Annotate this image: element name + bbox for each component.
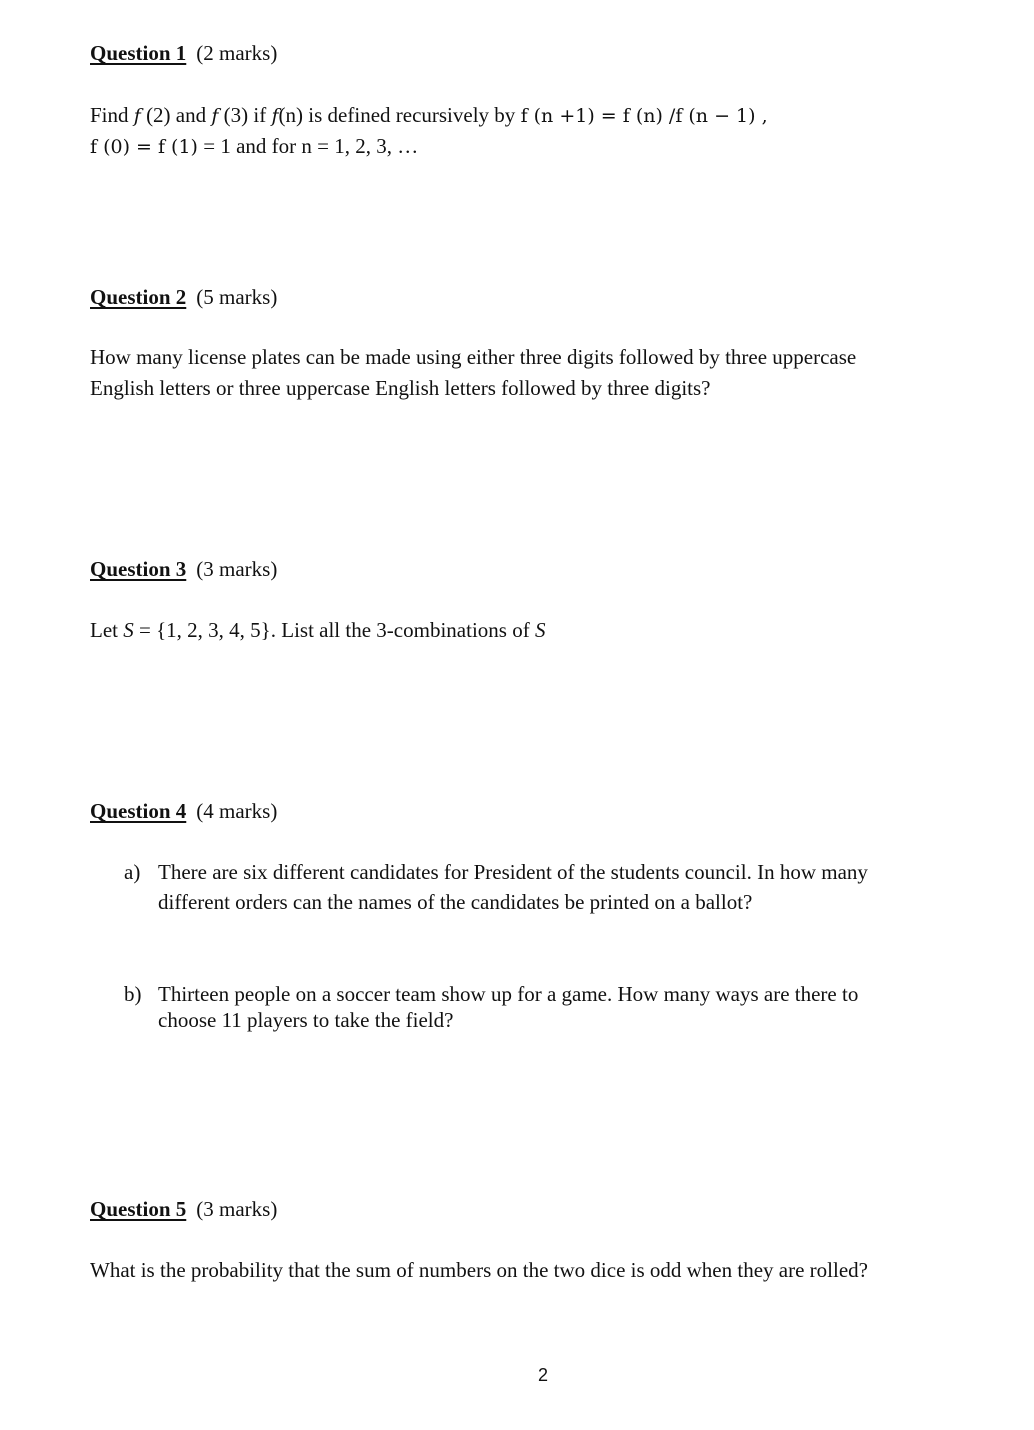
q1-math: f — [133, 105, 141, 127]
page-number: 2 — [538, 1365, 549, 1385]
question-3-line-1 — [90, 615, 545, 645]
question-1-header — [90, 38, 277, 68]
q1-text: (2) and — [140, 103, 212, 127]
q4b-line-1: Thirteen people on a soccer team show up for a game. How many ways are there to — [158, 982, 859, 1006]
question-3-header — [90, 554, 277, 584]
q3-text: = {1, 2, 3, 4, 5}. List all the 3-combinations of — [133, 618, 535, 642]
q4a-letter: a) — [124, 860, 141, 884]
question-2-marks: (5 marks) — [196, 285, 278, 309]
question-4-header — [90, 796, 277, 826]
question-5-line-1: What is the probability that the sum of numbers on the two dice is odd when they are rolled? — [90, 1258, 868, 1282]
q3-set-symbol: S — [123, 618, 134, 642]
q1-initial-conditions: f (0) = f (1) — [90, 136, 198, 158]
q4b-letter: b) — [124, 982, 142, 1006]
q4a-line-1: There are six different candidates for President of the students council. In how many — [158, 860, 868, 884]
question-5-header — [90, 1194, 277, 1224]
question-2-header — [90, 282, 277, 312]
question-4-marks: (4 marks) — [196, 799, 278, 823]
q1-text: (n) is defined recursively by — [278, 103, 521, 127]
q4a-line-2: different orders can the names of the candidates be printed on a ballot? — [158, 890, 753, 914]
question-1-label: Question 1 — [90, 41, 187, 65]
q3-set-symbol: S — [534, 618, 546, 642]
question-3-label: Question 3 — [90, 557, 187, 581]
q1-text: = 1 and for n = 1, 2, 3, … — [197, 134, 419, 158]
question-2-line-2: English letters or three uppercase English letters followed by three digits? — [90, 376, 711, 400]
question-5-label: Question 5 — [90, 1197, 187, 1221]
question-3-marks: (3 marks) — [196, 557, 278, 581]
question-1-marks: (2 marks) — [196, 41, 278, 65]
q1-text: (3) if — [218, 103, 272, 127]
q1-math: f — [271, 105, 279, 127]
q1-math: f — [211, 105, 219, 127]
q3-text: Let — [90, 618, 124, 642]
question-4-label: Question 4 — [90, 799, 187, 823]
question-1-line-2 — [90, 131, 418, 162]
question-5-marks: (3 marks) — [196, 1197, 278, 1221]
q1-text: Find — [90, 103, 134, 127]
question-2-label: Question 2 — [90, 285, 187, 309]
question-2-line-1: How many license plates can be made using either three digits followed by three uppercase — [90, 345, 857, 369]
q4b-line-2: choose 11 players to take the field? — [158, 1008, 454, 1032]
q1-recurrence: f (n +1) = f (n) /f (n − 1) , — [520, 105, 768, 127]
question-1-line-1 — [90, 100, 768, 131]
